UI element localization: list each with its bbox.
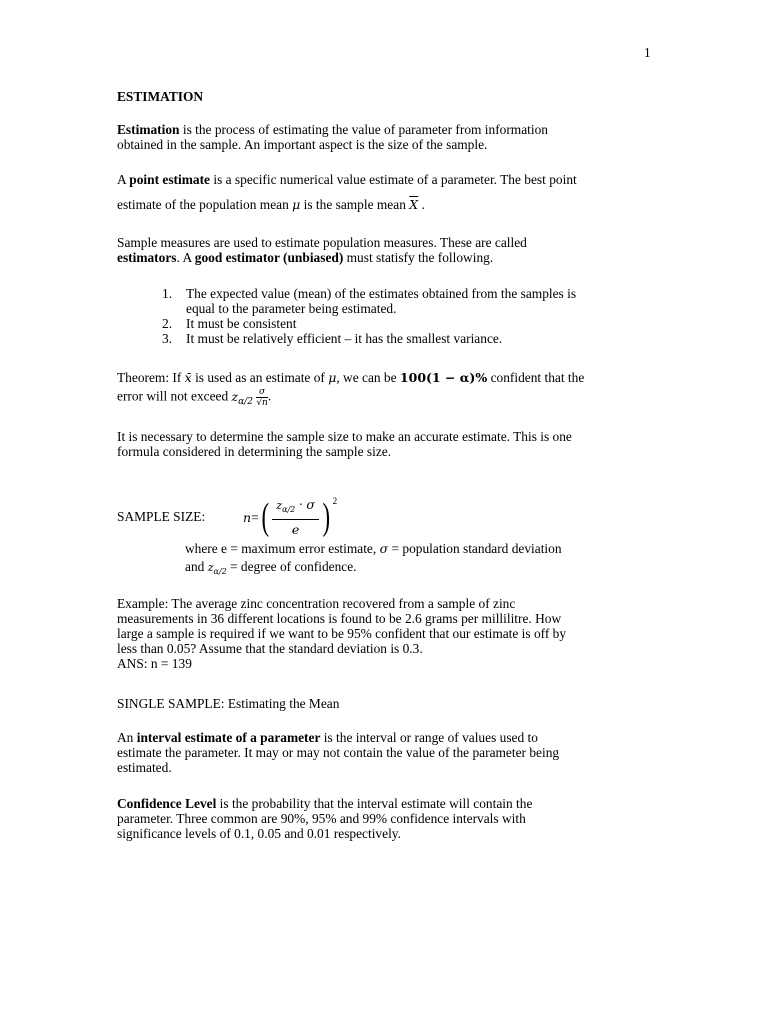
confidence-expression: 100(1 − α)% <box>399 370 488 385</box>
list-item: 2. It must be consistent <box>162 316 297 331</box>
estimator-criteria-list <box>162 286 682 346</box>
interval-estimate-definition: An interval estimate of a parameter is the interval or range of values used to estimate the parameter. It may or may not contain the value of the parameter being estimated. <box>117 730 560 775</box>
exponent: 2 <box>332 496 338 506</box>
theorem: Theorem: If x̄ is used as an estimate of μ, we can be 100(1 − α)% confident that the error will not exceed $z_{\alpha/2}$ $\frac{\sigma}{√n}$ . <box>117 370 585 408</box>
term-estimation: Estimation <box>117 122 180 137</box>
term-good-estimator: good estimator (unbiased) <box>194 250 344 265</box>
sigma-over-root-n: $\frac{\sigma}{√n}$ <box>256 387 268 408</box>
formula-fraction: $z_{\alpha/2} \cdot \sigma$ e <box>272 497 319 537</box>
example-problem: Example: The average zinc concentration recovered from a sample of zinc measurements in 36 different locations is found to be 2.6 grams per millilitre. How large a sample is required if we want to be 95% confident that our estimate is off by less than 0.05? Assume that the standard deviation is 0.3. ANS: n = 139 <box>117 596 567 671</box>
page-title: ESTIMATION <box>117 89 204 104</box>
term-confidence-level: Confidence Level <box>117 796 217 811</box>
sigma-symbol: σ <box>379 541 389 556</box>
example-answer: ANS: n = 139 <box>117 656 192 671</box>
z-alpha-half: $z_{\alpha/2}$ <box>231 388 253 407</box>
list-item: 1. The expected value (mean) of the estimates obtained from the samples is equal to the parameter being estimated. <box>162 286 577 316</box>
point-estimate-definition: A point estimate is a specific numerical value estimate of a parameter. The best point estimate of the population mean μ is the sample mean $\overline{X}$ . <box>117 172 577 212</box>
term-estimators: estimators <box>117 250 177 265</box>
right-paren: ) <box>322 496 331 538</box>
mu-symbol: μ <box>328 370 337 385</box>
estimators-paragraph: Sample measures are used to estimate population measures. These are called estimators. A good estimator (unbiased) must statisfy the following. <box>117 235 527 265</box>
left-paren: ( <box>261 496 269 538</box>
sample-size-label: SAMPLE SIZE: <box>117 509 206 524</box>
term-interval-estimate: interval estimate of a parameter <box>136 730 321 745</box>
sample-size-intro: It is necessary to determine the sample size to make an accurate estimate. This is one formula considered in determining the sample size. <box>117 429 572 459</box>
z-alpha-half: $z_{\alpha/2}$ <box>207 561 227 576</box>
formula-legend: where e = maximum error estimate, σ = population standard deviation and $z_{\alpha/2}$ = degree of confidence. <box>185 541 562 576</box>
estimation-definition: Estimation is the process of estimating the value of parameter from information obtained in the sample. An important aspect is the size of the sample. <box>117 122 548 152</box>
page-number: 1 <box>644 45 651 60</box>
mu-symbol: μ <box>292 197 301 212</box>
term-point-estimate: point estimate <box>129 172 210 187</box>
section-heading-single-sample: SINGLE SAMPLE: Estimating the Mean <box>117 696 340 711</box>
x-bar-symbol: x̄ <box>184 370 192 385</box>
confidence-level-definition: Confidence Level is the probability that the interval estimate will contain the parameter. Three common are 90%, 95% and 99% confidence intervals with significance levels of 0.1, 0.05 and 0.01 respectively. <box>117 796 533 841</box>
sample-size-formula: n = ( $z_{\alpha/2} \cdot \sigma$ e ) 2 <box>243 496 338 538</box>
x-bar-symbol: $\overline{X}$ <box>409 197 419 212</box>
list-item: 3. It must be relatively efficient – it has the smallest variance. <box>162 331 503 346</box>
